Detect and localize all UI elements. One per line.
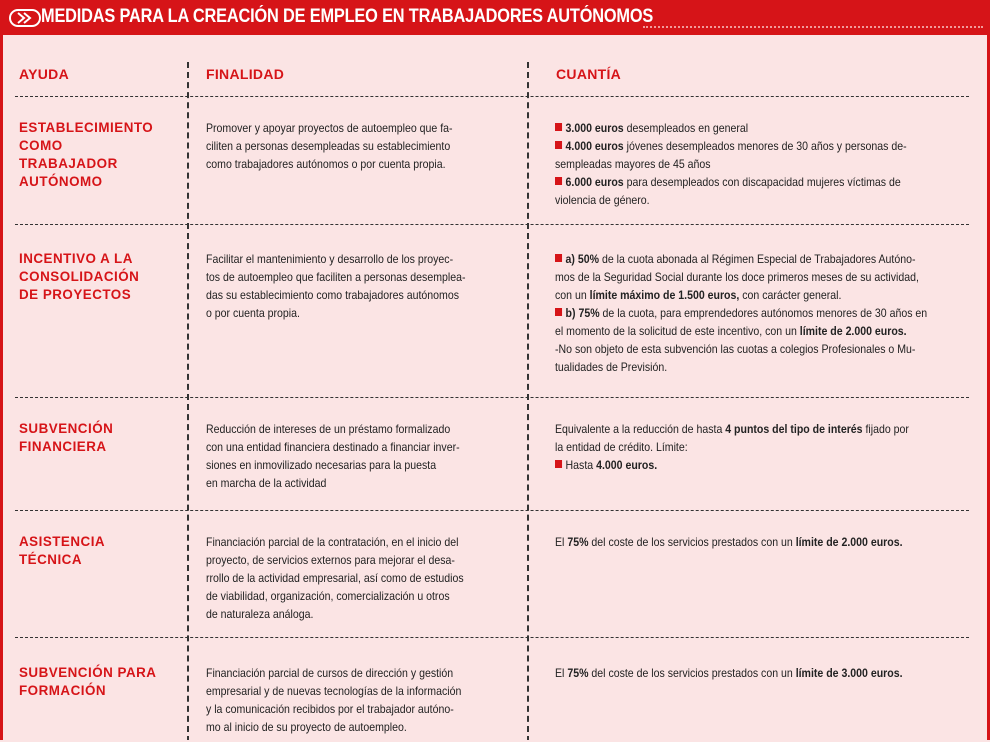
page-title: MEDIDAS PARA LA CREACIÓN DE EMPLEO EN TRABAJADORES AUTÓNOMOS (41, 6, 654, 27)
cuantia-item (555, 286, 927, 304)
amount-text: límite de 2.000 euros. (799, 324, 907, 338)
ayuda-line: ESTABLECIMIENTO (19, 120, 154, 135)
cuantia-item (555, 119, 907, 137)
bullet-square-icon (555, 123, 562, 131)
ayuda-line: COMO (19, 138, 63, 153)
bullet-square-icon (555, 308, 562, 316)
amount-text: 6.000 euros (565, 175, 624, 189)
cuantia-text: la entidad de crédito. Límite: (555, 440, 688, 454)
row-divider (15, 397, 969, 398)
cuantia-item (555, 456, 909, 474)
finalidad-line: empresarial y de nuevas tecnologías de la información (206, 684, 462, 698)
cuantia-text: tualidades de Previsión. (555, 360, 668, 374)
ayuda-line: ASISTENCIA (19, 534, 106, 549)
cuantia-text: de la cuota abonada al Régimen Especial de Trabajadores Autóno- (599, 252, 916, 266)
row-finalidad-asistencia-tecnica (206, 533, 464, 623)
column-header-finalidad: FINALIDAD (206, 66, 285, 82)
finalidad-line: y la comunicación recibidos por el trabajador autóno- (206, 702, 454, 716)
row-cuantia-incentivo (555, 250, 927, 376)
ayuda-line: SUBVENCIÓN (19, 421, 114, 436)
amount-text: límite de 2.000 euros. (795, 535, 903, 549)
bullet-square-icon (555, 177, 562, 185)
cuantia-item (555, 137, 907, 155)
cuantia-text: Equivalente a la reducción de hasta (555, 422, 726, 436)
row-cuantia-establecimiento (555, 119, 907, 209)
cuantia-text: Hasta (565, 458, 597, 472)
finalidad-line: das su establecimiento como trabajadores autónomos (206, 288, 459, 302)
column-header-ayuda: AYUDA (19, 66, 69, 82)
cuantia-text: de la cuota, para emprendedores autónomos menores de 30 años en (599, 306, 928, 320)
amount-text: 4.000 euros. (596, 458, 658, 472)
cuantia-item (555, 322, 927, 340)
row-divider (15, 96, 969, 97)
row-ayuda-subvencion-financiera (19, 420, 113, 456)
row-finalidad-subvencion-financiera (206, 420, 460, 492)
cuantia-item (555, 173, 907, 191)
double-chevron-right-icon (9, 9, 43, 27)
cuantia-text: con un (555, 288, 590, 302)
column-divider (187, 62, 189, 740)
finalidad-line: rrollo de la actividad empresarial, así como de estudios (206, 571, 464, 585)
cuantia-text: para desempleados con discapacidad mujeres víctimas de (623, 175, 901, 189)
finalidad-line: Facilitar el mantenimiento y desarrollo de los proyec- (206, 252, 454, 266)
row-cuantia-asistencia-tecnica (555, 533, 903, 551)
row-divider (15, 224, 969, 225)
amount-text: a) 50% (565, 252, 600, 266)
row-divider (15, 510, 969, 511)
cuantia-text: con carácter general. (739, 288, 842, 302)
cuantia-item (555, 250, 927, 268)
finalidad-line: Reducción de intereses de un préstamo formalizado (206, 422, 451, 436)
cuantia-text: mos de la Seguridad Social durante los doce primeros meses de su actividad, (555, 270, 919, 284)
finalidad-line: Promover y apoyar proyectos de autoempleo que fa- (206, 121, 453, 135)
cuantia-item (555, 664, 903, 682)
amount-text: 4 puntos del tipo de interés (725, 422, 863, 436)
ayuda-line: SUBVENCIÓN PARA (19, 665, 157, 680)
ayuda-line: CONSOLIDACIÓN (19, 269, 140, 284)
ayuda-line: AUTÓNOMO (19, 174, 103, 189)
ayuda-line: FORMACIÓN (19, 683, 107, 698)
cuantia-text: -No son objeto de esta subvención las cuotas a colegios Profesionales o Mu- (555, 342, 916, 356)
cuantia-text: El (555, 666, 568, 680)
finalidad-line: proyecto, de servicios externos para mejorar el desa- (206, 553, 455, 567)
finalidad-line: siones en inmovilizado necesarias para la puesta (206, 458, 437, 472)
row-ayuda-establecimiento (19, 119, 153, 191)
cuantia-item (555, 420, 909, 438)
column-header-cuantia: CUANTÍA (556, 66, 622, 82)
cuantia-item (555, 533, 903, 551)
ayuda-line: TRABAJADOR (19, 156, 118, 171)
row-finalidad-establecimiento (206, 119, 453, 173)
amount-text: 4.000 euros (565, 139, 624, 153)
cuantia-text: El (555, 535, 568, 549)
finalidad-line: de naturaleza análoga. (206, 607, 314, 621)
header-dotted-rule (643, 26, 983, 28)
cuantia-text: desempleados en general (623, 121, 749, 135)
cuantia-text: violencia de género. (555, 193, 650, 207)
ayuda-line: TÉCNICA (19, 552, 83, 567)
finalidad-line: como trabajadores autónomos o por cuenta propia. (206, 157, 446, 171)
row-finalidad-subvencion-formacion (206, 664, 461, 736)
cuantia-text: fijado por (862, 422, 909, 436)
row-finalidad-incentivo (206, 250, 465, 322)
cuantia-text: jóvenes desempleados menores de 30 años y personas de- (623, 139, 907, 153)
finalidad-line: tos de autoempleo que faciliten a personas desemplea- (206, 270, 466, 284)
amount-text: límite de 3.000 euros. (795, 666, 903, 680)
header-bar (3, 0, 990, 35)
bullet-square-icon (555, 254, 562, 262)
finalidad-line: de viabilidad, organización, comercialización u otros (206, 589, 450, 603)
row-ayuda-asistencia-tecnica (19, 533, 105, 569)
cuantia-text: del coste de los servicios prestados con un (588, 666, 796, 680)
cuantia-item (555, 304, 927, 322)
column-divider (527, 62, 529, 740)
finalidad-line: mo al inicio de su proyecto de autoempleo. (206, 720, 407, 734)
ayuda-line: INCENTIVO A LA (19, 251, 133, 266)
cuantia-text: del coste de los servicios prestados con un (588, 535, 796, 549)
finalidad-line: o por cuenta propia. (206, 306, 300, 320)
finalidad-line: Financiación parcial de la contratación, en el inicio del (206, 535, 459, 549)
amount-text: 75% (567, 666, 589, 680)
row-cuantia-subvencion-financiera (555, 420, 909, 474)
row-cuantia-subvencion-formacion (555, 664, 903, 682)
amount-text: 75% (567, 535, 589, 549)
cuantia-text: el momento de la solicitud de este incentivo, con un (555, 324, 800, 338)
finalidad-line: con una entidad financiera destinado a financiar inver- (206, 440, 460, 454)
ayuda-line: FINANCIERA (19, 439, 107, 454)
row-ayuda-incentivo (19, 250, 139, 304)
finalidad-line: Financiación parcial de cursos de dirección y gestión (206, 666, 454, 680)
amount-text: límite máximo de 1.500 euros, (589, 288, 740, 302)
bullet-square-icon (555, 460, 562, 468)
finalidad-line: en marcha de la actividad (206, 476, 327, 490)
row-divider (15, 637, 969, 638)
amount-text: 3.000 euros (565, 121, 624, 135)
cuantia-text: sempleadas mayores de 45 años (555, 157, 711, 171)
finalidad-line: ciliten a personas desempleadas su establecimiento (206, 139, 451, 153)
bullet-square-icon (555, 141, 562, 149)
ayuda-line: DE PROYECTOS (19, 287, 132, 302)
row-ayuda-subvencion-formacion (19, 664, 156, 700)
amount-text: b) 75% (565, 306, 600, 320)
